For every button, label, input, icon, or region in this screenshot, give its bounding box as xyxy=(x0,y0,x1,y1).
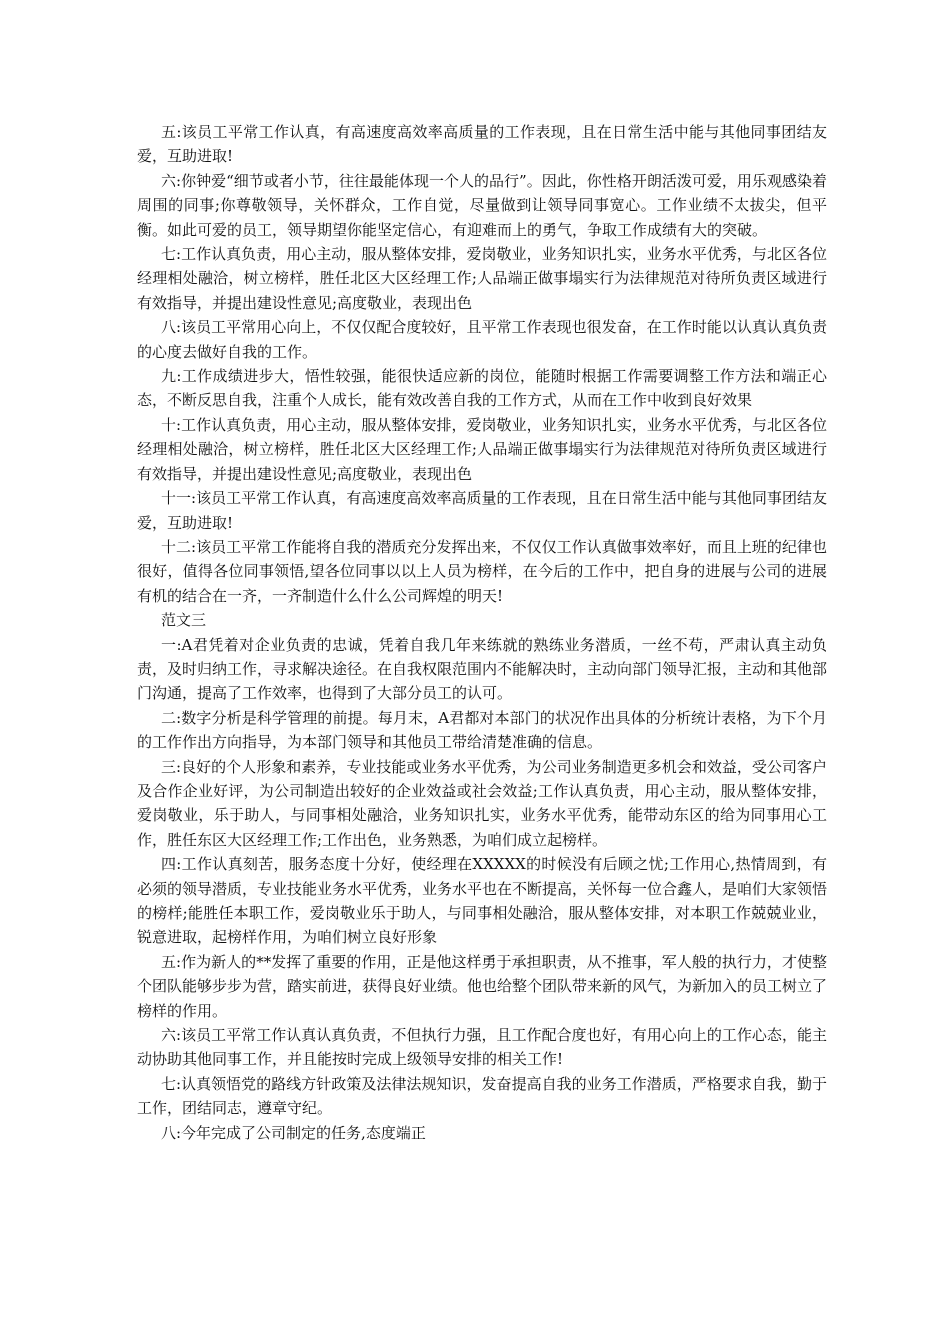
paragraph: 十一:该员工平常工作认真，有高速度高效率高质量的工作表现，且在日常生活中能与其他同事团结友爱，互助进取! xyxy=(137,489,827,532)
paragraph: 十二:该员工平常工作能将自我的潜质充分发挥出来，不仅仅工作认真做事效率好，而且上班的纪律也很好，值得各位同事领悟,望各位同事以以上人员为榜样，在今后的工作中，把自身的进展与公司的进展有机的结合在一齐，一齐制造什么什么公司辉煌的明天! xyxy=(137,537,827,605)
paragraph: 九:工作成绩进步大，悟性较强，能很快适应新的岗位，能随时根据工作需要调整工作方法和端正心态，不断反思自我，注重个人成长，能有效改善自我的工作方式，从而在工作中收到良好效果 xyxy=(137,367,827,410)
paragraph: 六:该员工平常工作认真认真负责，不但执行力强，且工作配合度也好，有用心向上的工作心态，能主动协助其他同事工作，并且能按时完成上级领导安排的相关工作! xyxy=(137,1026,827,1069)
paragraph: 六:你钟爱“细节或者小节，往往最能体现一个人的品行”。因此，你性格开朗活泼可爱，用乐观感染着周围的同事;你尊敬领导，关怀群众，工作自觉，尽量做到让领导同事宽心。工作业绩不太拔尖，但平衡。如此可爱的员工，领导期望你能坚定信心，有迎难而上的勇气，争取工作成绩有大的突破。 xyxy=(137,171,827,239)
paragraph: 五:该员工平常工作认真，有高速度高效率高质量的工作表现，且在日常生活中能与其他同事团结友爱，互助进取! xyxy=(137,123,827,166)
paragraph: 五:作为新人的**发挥了重要的作用，正是他这样勇于承担职责，从不推事，军人般的执行力，才使整个团队能够步步为营，踏实前进，获得良好业绩。他也给整个团队带来新的风气，为新加入的员工树立了榜样的作用。 xyxy=(137,952,828,1020)
paragraph: 八:该员工平常用心向上，不仅仅配合度较好，且平常工作表现也很发奋，在工作时能以认真认真负责的心度去做好自我的工作。 xyxy=(137,318,827,361)
paragraph: 八:今年完成了公司制定的任务,态度端正 xyxy=(161,1123,426,1142)
document-body xyxy=(137,120,827,1145)
section-heading: 范文三 xyxy=(161,611,207,630)
paragraph: 十:工作认真负责，用心主动，服从整体安排，爱岗敬业，业务知识扎实，业务水平优秀，与北区各位经理相处融洽，树立榜样，胜任北区大区经理工作;人品端正做事塌实行为法律规范对待所负责区域进行有效指导，并提出建设性意见;高度敬业，表现出色 xyxy=(137,415,827,483)
paragraph: 四:工作认真刻苦，服务态度十分好，使经理在XXXXX的时候没有后顾之忧;工作用心,热情周到，有必须的领导潜质，专业技能业务水平优秀，业务水平也在不断提高，关怀每一位合鑫人，是咱们大家领悟的榜样;能胜任本职工作，爱岗敬业乐于助人，与同事相处融洽，服从整体安排，对本职工作兢兢业业，锐意进取，起榜样作用，为咱们树立良好形象 xyxy=(137,855,828,947)
paragraph: 七:工作认真负责，用心主动，服从整体安排，爱岗敬业，业务知识扎实，业务水平优秀，与北区各位经理相处融洽，树立榜样，胜任北区大区经理工作;人品端正做事塌实行为法律规范对待所负责区域进行有效指导，并提出建设性意见;高度敬业，表现出色 xyxy=(137,245,827,312)
paragraph: 一:A君凭着对企业负责的忠诚，凭着自我几年来练就的熟练业务潜质，一丝不苟，严肃认真主动负责，及时归纳工作，寻求解决途径。在自我权限范围内不能解决时，主动向部门领导汇报，主动和其他部门沟通，提高了工作效率，也得到了大部分员工的认可。 xyxy=(137,635,828,703)
paragraph: 三:良好的个人形象和素养，专业技能或业务水平优秀，为公司业务制造更多机会和效益，受公司客户及合作企业好评，为公司制造出较好的企业效益或社会效益;工作认真负责，用心主动，服从整体安排，爱岗敬业，乐于助人，与同事相处融洽，业务知识扎实，业务水平优秀，能带动东区的给为同事用心工作，胜任东区大区经理工作;工作出色，业务熟悉，为咱们成立起榜样。 xyxy=(137,757,827,849)
paragraph: 二:数字分析是科学管理的前提。每月末，A君都对本部门的状况作出具体的分析统计表格，为下个月的工作作出方向指导，为本部门领导和其他员工带给清楚准确的信息。 xyxy=(137,708,827,752)
paragraph: 七:认真领悟党的路线方针政策及法律法规知识，发奋提高自我的业务工作潜质，严格要求自我，勤于工作，团结同志，遵章守纪。 xyxy=(137,1074,827,1118)
